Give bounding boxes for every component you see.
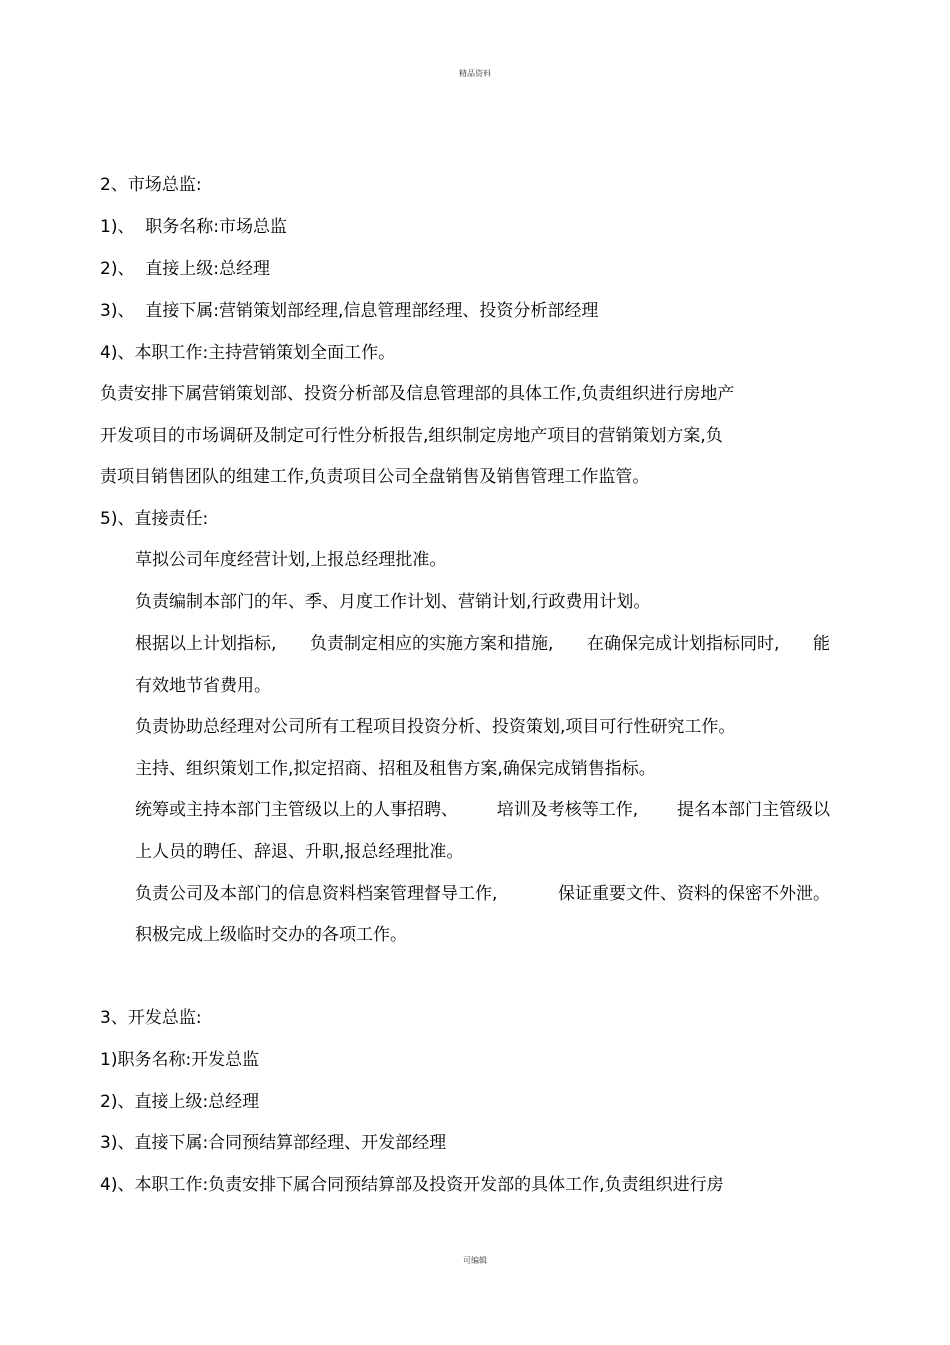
duty-line: 负责协助总经理对公司所有工程项目投资分析、投资策划,项目可行性研究工作。: [135, 717, 736, 737]
duties-title: 5)、直接责任:: [100, 509, 209, 529]
duty-line: 负责编制本部门的年、季、月度工作计划、营销计划,行政费用计划。: [135, 592, 651, 612]
duty-line-justified: [135, 884, 830, 904]
section-2-title: 2、市场总监:: [100, 175, 202, 195]
section-2-item: 1)、 职务名称:市场总监: [100, 217, 287, 237]
duty-line: 积极完成上级临时交办的各项工作。: [135, 925, 407, 945]
duty-segment: 提名本部门主管级以: [677, 800, 830, 820]
paragraph-line: 开发项目的市场调研及制定可行性分析报告,组织制定房地产项目的营销策划方案,负: [100, 426, 723, 446]
duty-segment: 能: [813, 634, 830, 654]
duty-segment: 在确保完成计划指标同时,: [587, 634, 780, 654]
paragraph-line: 责项目销售团队的组建工作,负责项目公司全盘销售及销售管理工作监管。: [100, 467, 650, 487]
section-3-item: 2)、直接上级:总经理: [100, 1092, 260, 1112]
duty-line: 主持、组织策划工作,拟定招商、招租及租售方案,确保完成销售指标。: [135, 759, 656, 779]
duty-segment: 统筹或主持本部门主管级以上的人事招聘、: [135, 800, 458, 820]
duty-line: 草拟公司年度经营计划,上报总经理批准。: [135, 550, 447, 570]
duty-segment: 保证重要文件、资料的保密不外泄。: [558, 884, 830, 904]
page-header: 精品资料: [459, 69, 491, 78]
paragraph-line: 负责安排下属营销策划部、投资分析部及信息管理部的具体工作,负责组织进行房地产: [100, 384, 735, 404]
section-3-item: 1)职务名称:开发总监: [100, 1050, 260, 1070]
section-3-title: 3、开发总监:: [100, 1008, 202, 1028]
duty-line-justified: [135, 800, 830, 820]
duty-segment: 负责制定相应的实施方案和措施,: [310, 634, 554, 654]
duty-segment: 负责公司及本部门的信息资料档案管理督导工作,: [135, 884, 498, 904]
section-2-item: 2)、 直接上级:总经理: [100, 259, 270, 279]
duty-line: 有效地节省费用。: [135, 676, 271, 696]
duty-segment: 根据以上计划指标,: [135, 634, 277, 654]
duty-line: 上人员的聘任、辞退、升职,报总经理批准。: [135, 842, 464, 862]
duty-segment: 培训及考核等工作,: [496, 800, 639, 820]
duty-line-justified: [135, 634, 830, 654]
page-footer: 可编辑: [463, 1256, 487, 1265]
section-2-item: 4)、本职工作:主持营销策划全面工作。: [100, 343, 396, 363]
section-3-item: 4)、本职工作:负责安排下属合同预结算部及投资开发部的具体工作,负责组织进行房: [100, 1175, 724, 1195]
section-2-item: 3)、 直接下属:营销策划部经理,信息管理部经理、投资分析部经理: [100, 301, 599, 321]
section-3-item: 3)、直接下属:合同预结算部经理、开发部经理: [100, 1133, 447, 1153]
